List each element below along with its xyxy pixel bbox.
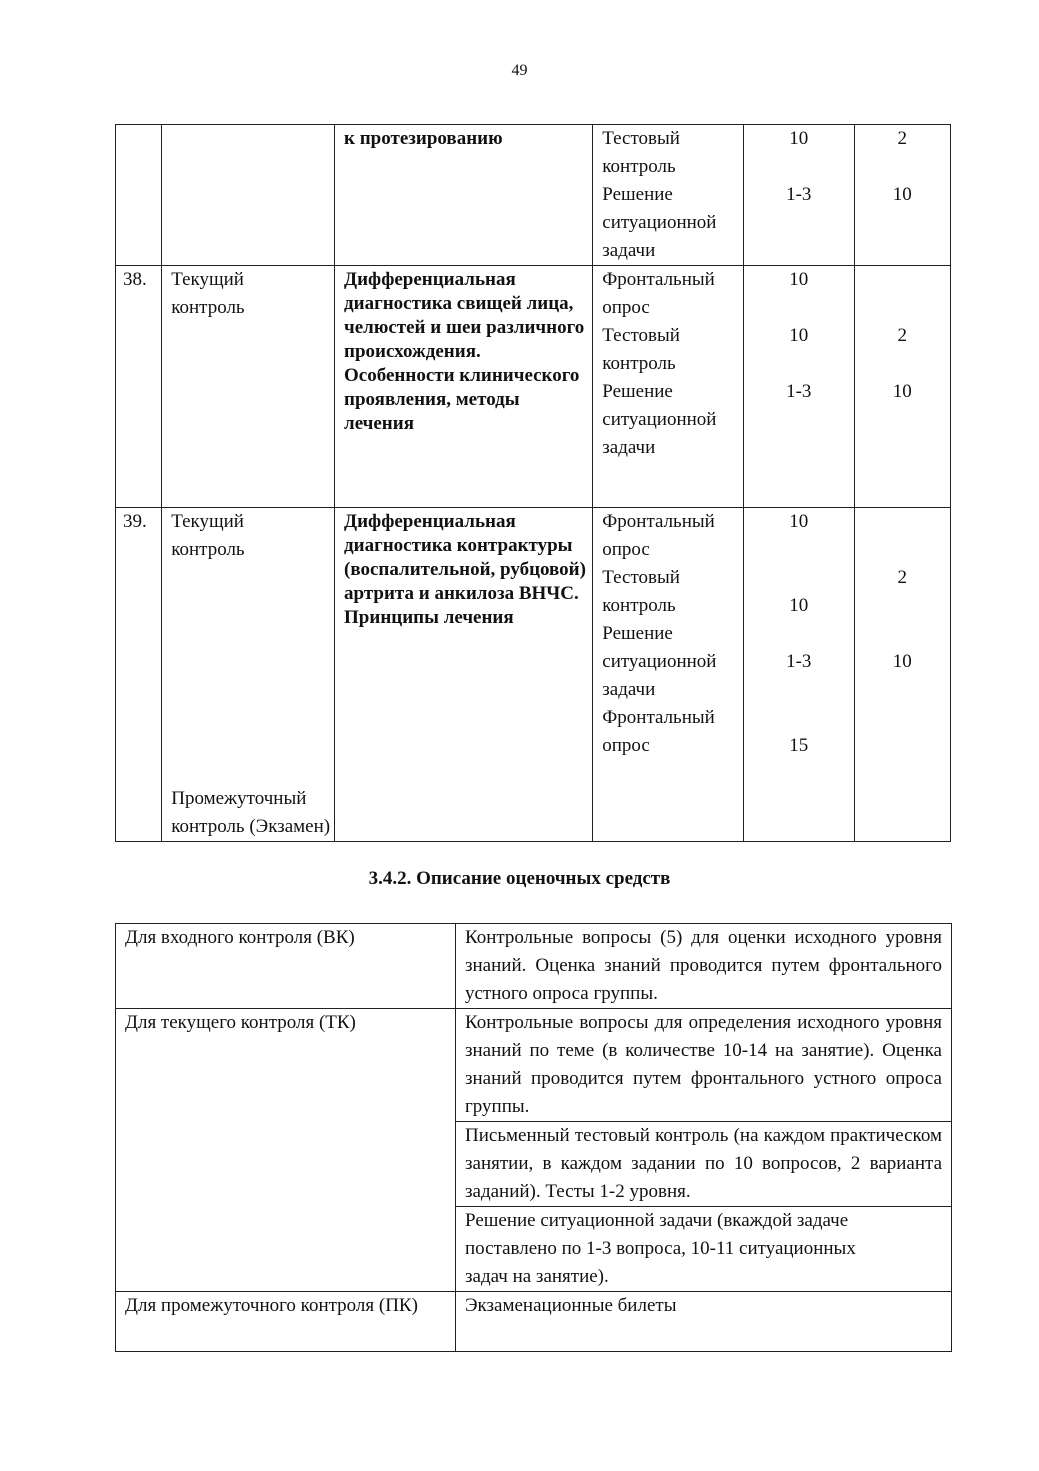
form-line: контроль <box>602 353 676 374</box>
question-count <box>743 266 854 508</box>
variant-value: 2 <box>897 567 907 588</box>
form-line: Решение <box>602 184 673 205</box>
variant-count <box>854 125 951 266</box>
form-line: задачи <box>602 679 656 700</box>
form-line: ситуационной <box>602 409 717 430</box>
question-value: 10 <box>789 595 809 616</box>
vk-label: Для входного контроля (ВК) <box>116 924 456 1009</box>
variant-value: 10 <box>892 381 912 402</box>
form-line: Фронтальный <box>602 269 715 290</box>
question-value <box>744 564 854 592</box>
question-value: 1-3 <box>786 651 812 672</box>
form-line: Фронтальный <box>602 707 715 728</box>
question-value: 10 <box>789 325 809 346</box>
pk-description: Экзаменационные билеты <box>456 1292 952 1352</box>
variant-value: 10 <box>892 184 912 205</box>
page-number: 49 <box>511 62 528 79</box>
row-number <box>116 125 162 266</box>
variant-value: 2 <box>897 128 907 149</box>
question-value: 10 <box>789 511 809 532</box>
tk-description-tests: Письменный тестовый контроль (на каждом практическом занятии, в каждом задании по 10 вопросов, 2 варианта заданий). Тесты 1-2 уровня. <box>456 1122 952 1207</box>
section-title: 3.4.2. Описание оценочных средств <box>368 868 671 889</box>
assessment-means-table <box>115 923 952 1352</box>
question-value <box>744 294 854 322</box>
variant-value <box>855 294 951 322</box>
form-line: задачи <box>602 240 656 261</box>
variant-value <box>855 350 951 378</box>
table-row <box>116 1292 952 1352</box>
tk-label: Для текущего контроля (ТК) <box>116 1009 456 1292</box>
table-row <box>116 266 951 508</box>
question-count <box>743 125 854 266</box>
variant-count <box>854 266 951 508</box>
topic: к протезированию <box>335 125 593 266</box>
table-row <box>116 125 951 266</box>
form-line: ситуационной <box>602 212 717 233</box>
row-number: 39. <box>116 508 162 842</box>
form-line: задачи <box>602 437 656 458</box>
question-value: 1-3 <box>786 184 812 205</box>
question-count <box>743 508 854 842</box>
question-value <box>744 153 854 181</box>
variant-value: 2 <box>897 325 907 346</box>
control-kind-extra: Промежуточный контроль (Экзамен) <box>171 788 331 837</box>
form-line: Тестовый <box>602 325 680 346</box>
row-number: 38. <box>116 266 162 508</box>
form-line: Решение <box>602 381 673 402</box>
variant-value <box>855 592 951 620</box>
variant-value <box>855 536 951 564</box>
form-line: Решение <box>602 623 673 644</box>
variant-value <box>855 266 951 294</box>
question-value <box>744 350 854 378</box>
question-value <box>744 676 854 704</box>
question-value <box>744 704 854 732</box>
form-line: Тестовый <box>602 567 680 588</box>
variant-value <box>855 620 951 648</box>
variant-value: 10 <box>892 651 912 672</box>
form-line: Тестовый <box>602 128 680 149</box>
form-line: ситуационной <box>602 651 717 672</box>
topic: Дифференциальная диагностика контрактуры (воспалительной, рубцовой) артрита и анкилоза ВНЧС. Принципы лечения <box>335 508 593 842</box>
pk-label: Для промежуточного контроля (ПК) <box>116 1292 456 1352</box>
variant-count <box>854 508 951 842</box>
form-line: опрос <box>602 297 650 318</box>
question-value: 10 <box>789 269 809 290</box>
control-forms <box>593 125 744 266</box>
control-kind: Текущий контроль <box>162 266 335 508</box>
tk-description-questions: Контрольные вопросы для определения исходного уровня знаний по теме (в количестве 10-14 на занятие). Оценка знаний проводится путем фронтального устного опроса группы. <box>456 1009 952 1122</box>
schedule-table <box>115 124 951 842</box>
control-kind-cell <box>162 508 335 842</box>
form-line: опрос <box>602 735 650 756</box>
question-value: 1-3 <box>786 381 812 402</box>
form-line: Фронтальный <box>602 511 715 532</box>
form-line: опрос <box>602 539 650 560</box>
form-line: контроль <box>602 595 676 616</box>
variant-value <box>855 153 951 181</box>
form-line: контроль <box>602 156 676 177</box>
question-value <box>744 620 854 648</box>
question-value <box>744 536 854 564</box>
control-forms <box>593 266 744 508</box>
variant-value <box>855 508 951 536</box>
control-kind <box>162 125 335 266</box>
table-row <box>116 1009 952 1122</box>
control-forms <box>593 508 744 842</box>
topic: Дифференциальная диагностика свищей лица, челюстей и шеи различного происхождения. Особенности клинического проявления, методы лечения <box>335 266 593 508</box>
control-kind: Текущий контроль <box>171 511 245 560</box>
question-value: 15 <box>789 735 809 756</box>
question-value: 10 <box>789 128 809 149</box>
table-row <box>116 924 952 1009</box>
tk-description-tasks: Решение ситуационной задачи (вкаждой задаче поставлено по 1-3 вопроса, 10-11 ситуационных задач на занятие). <box>456 1207 952 1292</box>
vk-description: Контрольные вопросы (5) для оценки исходного уровня знаний. Оценка знаний проводится путем фронтального устного опроса группы. <box>456 924 952 1009</box>
table-row <box>116 508 951 842</box>
